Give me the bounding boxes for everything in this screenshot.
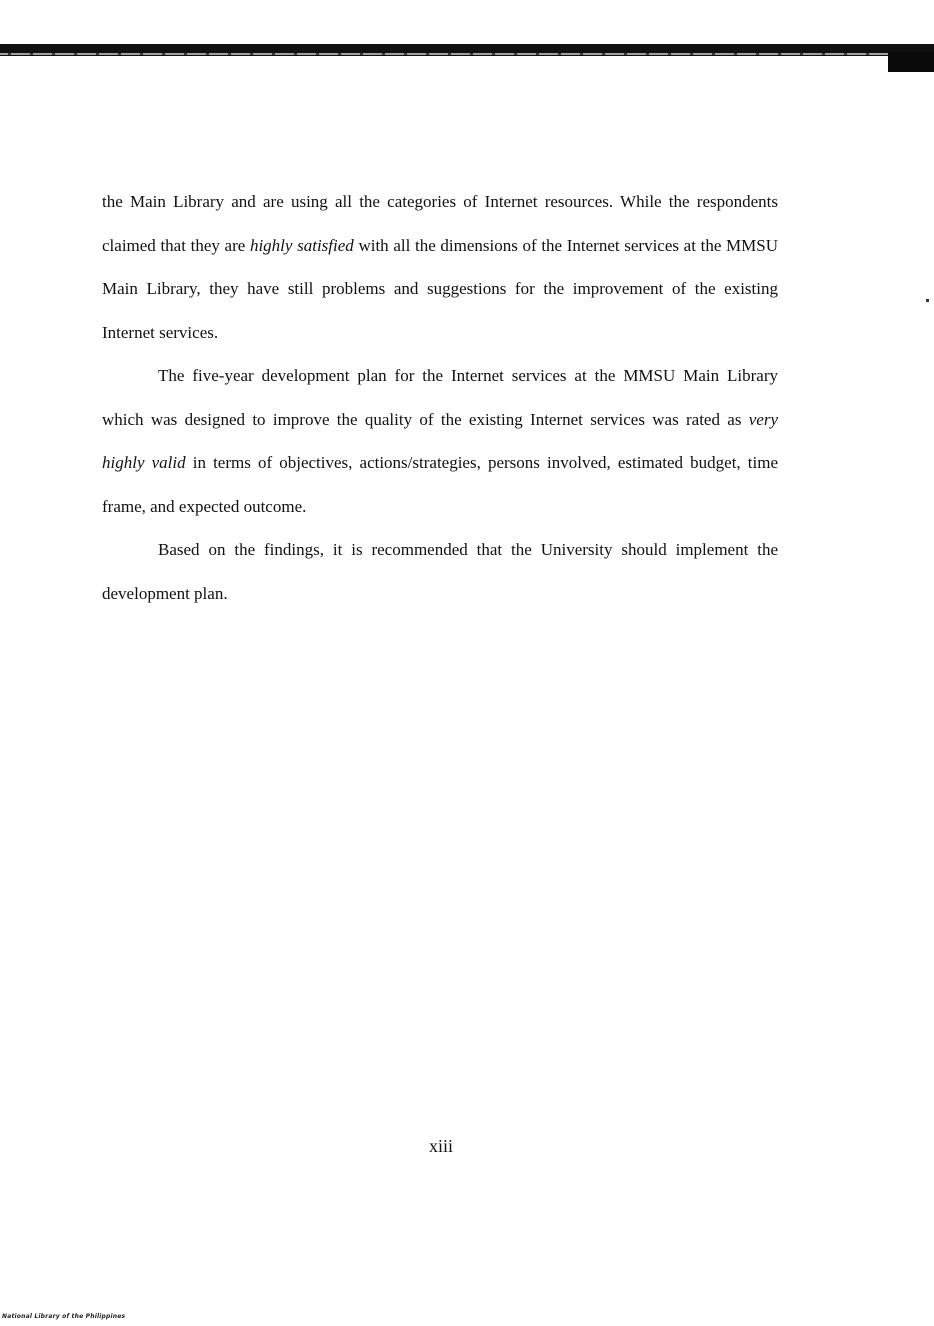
scan-corner-mark [888,52,934,72]
scan-speck [926,299,929,302]
text-run: in terms of objectives, actions/strategies, persons involved, estimated budget, time frame, and expected outcome. [102,453,778,516]
text-run: the Main Library and are using all the categories of Internet resources. While the respondents claimed that they are [102,192,778,255]
scan-top-edge [0,44,934,56]
text-run: The five-year development plan for the Internet services at the MMSU Main Library which was designed to improve the quality of the existing Internet services was rated as [102,366,778,429]
text-run: with all the dimensions of the Internet services at the MMSU Main Library, they have still problems and suggestions for the improvement of the existing Internet services. [102,235,778,342]
footer-note: National Library of the Philippines [2,1313,126,1320]
paragraph-3 [102,528,778,615]
emphasis-highly-satisfied: highly satisfied [249,235,354,255]
paragraph-1 [102,180,778,354]
page-number: xiii [428,1136,453,1156]
text-run: Based on the findings, it is recommended that the University should implement the development plan. [102,540,778,603]
emphasis-very-highly-valid: very highly valid [102,409,778,472]
abstract-text [102,180,778,615]
paragraph-2 [102,354,778,528]
